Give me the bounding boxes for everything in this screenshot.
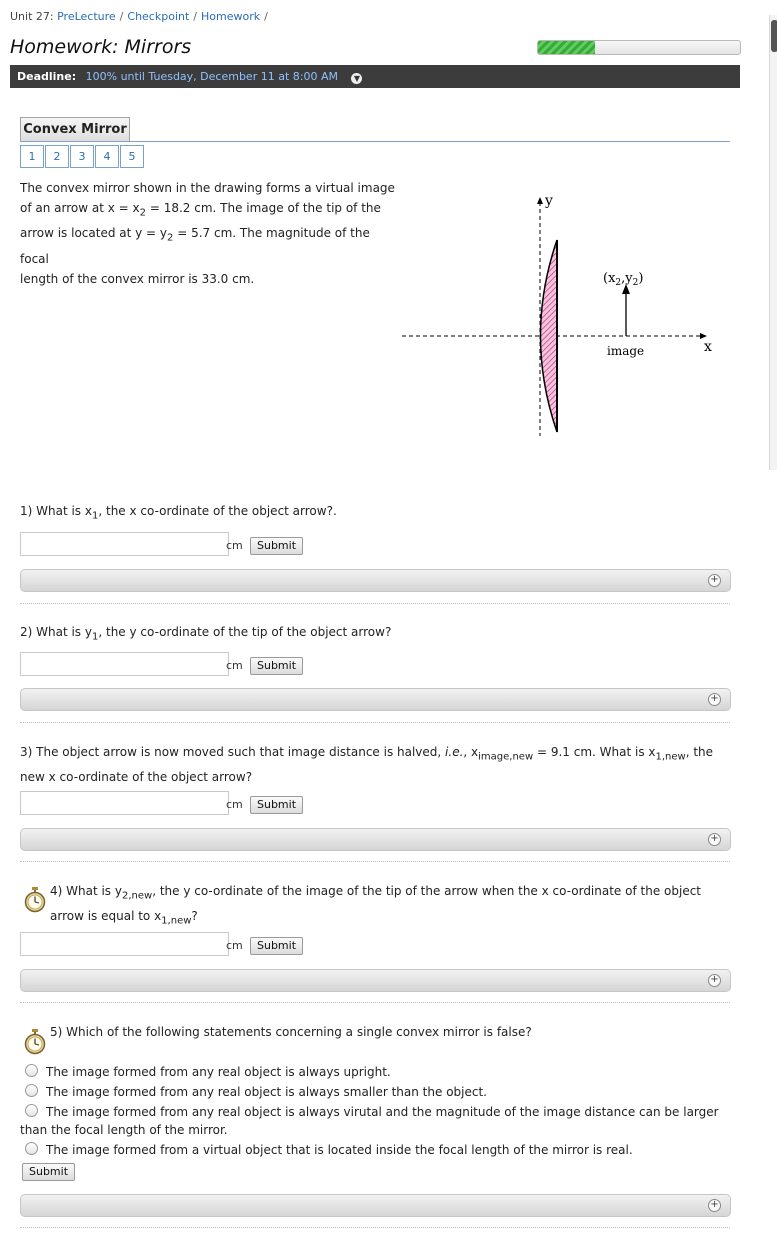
page-button-4[interactable]: 4 [95, 145, 119, 168]
stopwatch-icon [24, 1029, 46, 1055]
question-divider-4 [20, 1002, 730, 1003]
tab-underline [20, 141, 730, 142]
submit-button-2[interactable]: Submit [250, 657, 303, 675]
part-pager [20, 145, 145, 168]
help-panel-4[interactable] [20, 969, 731, 992]
help-panel-3[interactable] [20, 828, 731, 851]
y-axis-arrowhead [537, 197, 543, 204]
answer-input-4[interactable] [20, 932, 229, 956]
deadline-label: Deadline: [17, 70, 77, 83]
submit-button-5[interactable]: Submit [22, 1163, 75, 1181]
answer-input-3[interactable] [20, 791, 229, 815]
page-title: Homework: Mirrors [10, 36, 192, 58]
radio-button[interactable] [25, 1064, 38, 1077]
option-2[interactable]: The image formed from any real object is always smaller than the object. [20, 1083, 732, 1101]
progress-fill [538, 41, 595, 54]
stopwatch-icon [24, 887, 46, 913]
chevron-down-icon[interactable]: ▼ [351, 73, 362, 84]
answer-input-1[interactable] [20, 532, 229, 556]
unit-label-1: cm [226, 539, 243, 552]
convex-mirror-diagram [400, 188, 730, 440]
submit-button-3[interactable]: Submit [250, 796, 303, 814]
radio-button[interactable] [25, 1104, 38, 1117]
deadline-value: 100% until Tuesday, December 11 at 8:00 AM [85, 70, 338, 83]
page-button-2[interactable]: 2 [45, 145, 69, 168]
question-3-text: 3) The object arrow is now moved such that image distance is halved, i.e., $x_{image,new} = 9.1$ cm. What is $x_{1,new}$, the new x co-ordinate of the object arrow? [20, 745, 714, 785]
help-panel-2[interactable] [20, 688, 731, 711]
breadcrumb-prelecture[interactable]: PreLecture [57, 10, 116, 23]
page-button-1[interactable]: 1 [20, 145, 44, 168]
help-panel-1[interactable] [20, 569, 731, 592]
unit-label-2: cm [226, 659, 243, 672]
page-button-5[interactable]: 5 [120, 145, 144, 168]
breadcrumb-trailing: / [264, 10, 268, 23]
image-label: image [607, 344, 645, 358]
option-4[interactable]: The image formed from a virtual object that is located inside the focal length of the mirror is real. [20, 1141, 732, 1159]
problem-statement [20, 178, 400, 289]
plus-icon[interactable]: + [708, 693, 721, 706]
problem-line-4: length of the convex mirror is 33.0 cm. [20, 271, 255, 286]
scrollbar[interactable] [769, 15, 777, 470]
radio-button[interactable] [25, 1142, 38, 1155]
tab-convex-mirror[interactable]: Convex Mirror [20, 117, 130, 141]
plus-icon[interactable]: + [708, 974, 721, 987]
question-1-text: 1) What is $x_1$, the x co-ordinate of the object arrow?. [20, 504, 337, 522]
option-3[interactable]: The image formed from any real object is always virutal and the magnitude of the image distance can be larger than the focal length of the mirror. [20, 1105, 719, 1137]
radio-button[interactable] [25, 1084, 38, 1097]
question-divider-5 [20, 1227, 730, 1228]
y-axis-label: y [545, 193, 553, 209]
submit-button-4[interactable]: Submit [250, 937, 303, 955]
breadcrumb-checkpoint[interactable]: Checkpoint [127, 10, 190, 23]
question-divider-2 [20, 722, 730, 723]
plus-icon[interactable]: + [708, 574, 721, 587]
scrollbar-thumb[interactable] [771, 20, 777, 52]
breadcrumb: Unit 27: PreLecture / Checkpoint / Homework / [10, 10, 268, 23]
breadcrumb-homework[interactable]: Homework [201, 10, 261, 23]
problem-line-2: of an arrow at $x = x_2 = 18.2$ cm. The image of the tip of the [20, 201, 381, 219]
breadcrumb-prefix: Unit 27: [10, 10, 54, 23]
unit-label-3: cm [226, 798, 243, 811]
answer-input-2[interactable] [20, 652, 229, 676]
question-5-text: 5) Which of the following statements concerning a single convex mirror is false? [50, 1025, 532, 1039]
image-tip-coordinates: $(x_2,y_2)$ [603, 271, 644, 288]
unit-label-4: cm [226, 939, 243, 952]
plus-icon[interactable]: + [708, 1199, 721, 1212]
problem-line-1: The convex mirror shown in the drawing forms a virtual image [20, 181, 395, 195]
progress-bar [537, 40, 741, 55]
help-panel-5[interactable] [20, 1194, 731, 1217]
option-1[interactable]: The image formed from any real object is always upright. [20, 1063, 732, 1081]
submit-button-1[interactable]: Submit [250, 537, 303, 555]
question-divider-1 [20, 603, 730, 604]
page-button-3[interactable]: 3 [70, 145, 94, 168]
problem-line-3: arrow is located at $y = y_2 = 5.7$ cm. The magnitude of the focal [20, 226, 370, 266]
plus-icon[interactable]: + [708, 833, 721, 846]
question-4-text: 4) What is $y_{2,new}$, the y co-ordinate of the image of the tip of the arrow when the x co-ordinate of the object arrow is equal to $x_{1,new}$? [50, 884, 701, 927]
question-divider-3 [20, 861, 730, 862]
deadline-bar [10, 65, 740, 88]
question-2-text: 2) What is $y_1$, the y co-ordinate of the tip of the object arrow? [20, 625, 392, 643]
convex-mirror [541, 240, 558, 432]
x-axis-label: x [704, 339, 712, 355]
